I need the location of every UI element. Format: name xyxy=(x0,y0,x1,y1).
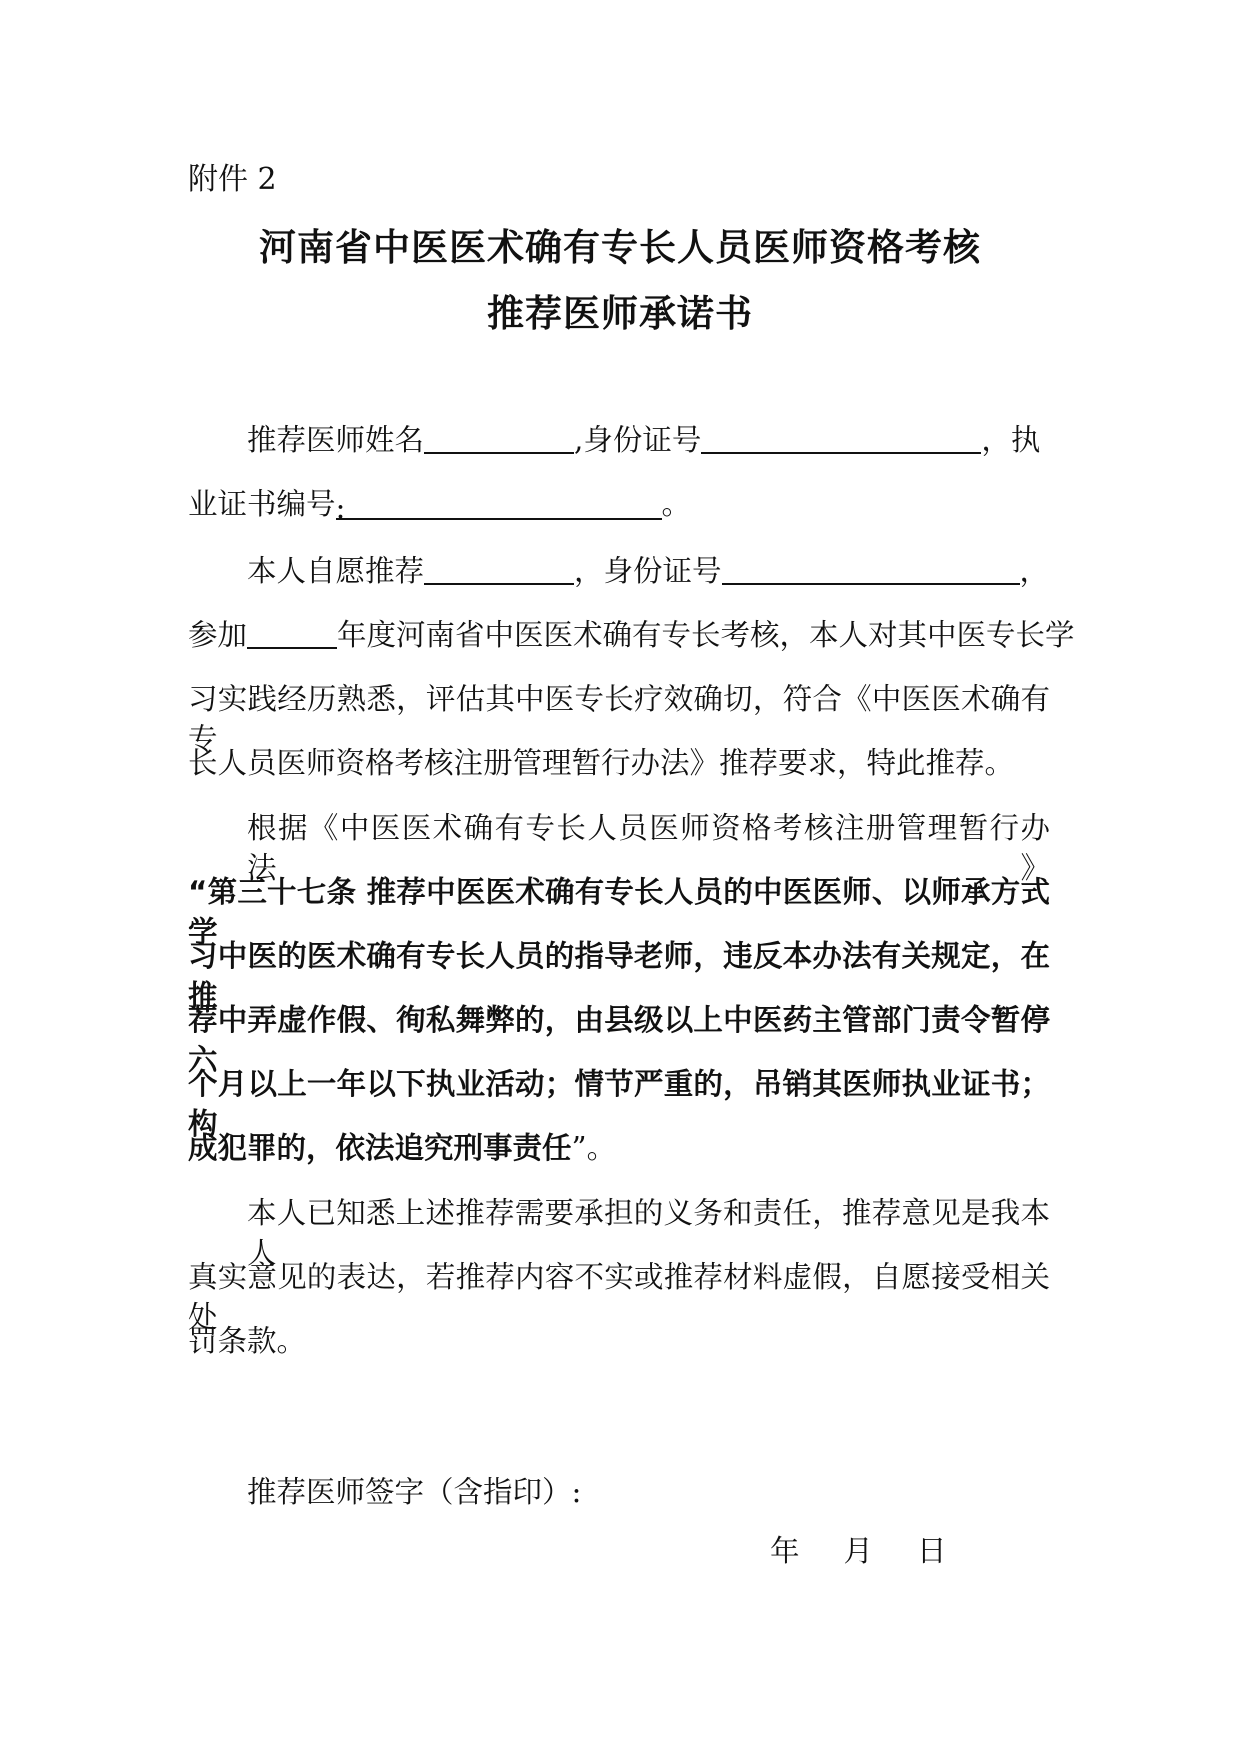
document-title-line1: 河南省中医医术确有专长人员医师资格考核 xyxy=(259,226,981,269)
date-day-label: 日 xyxy=(917,1534,947,1568)
text-fragment: 参加 xyxy=(188,618,248,652)
colon: : xyxy=(335,491,346,525)
paragraph-2-line-2 xyxy=(188,615,1075,655)
text-fragment: 真实意见的表达，若推荐内容不实或推荐材料虚假， xyxy=(188,1260,872,1294)
text-fragment: ，执 xyxy=(981,423,1041,457)
year-field[interactable] xyxy=(247,617,337,649)
paragraph-2-line-4: 长人员医师资格考核注册管理暂行办法》推荐要求，特此推荐。 xyxy=(188,746,1015,780)
id-number-label: ,身份证号 xyxy=(574,423,702,457)
text-fragment: 。 xyxy=(661,487,692,521)
paragraph-3-line-4: 荐中弄虚作假、徇私舞弊的，由县级以上中医药主管部门责令暂停六 xyxy=(188,1003,1050,1077)
date-line xyxy=(770,1531,947,1571)
signature-label: 推荐医师签字（含指印）: xyxy=(247,1475,582,1509)
paragraph-3-line-3: 习中医的医术确有专长人员的指导老师，违反本办法有关规定，在推 xyxy=(188,939,1050,1013)
paragraph-1-line-1 xyxy=(188,420,1050,460)
paragraph-3-line-6 xyxy=(188,1128,1050,1168)
text-fragment: 接受相关处 xyxy=(188,1260,1050,1334)
date-month-label: 月 xyxy=(843,1534,874,1568)
paragraph-3-line-1: 根据《中医医术确有专长人员医师资格考核注册管理暂行办法》 xyxy=(247,811,1050,885)
text-fragment-bold: 成犯罪的，依法追究刑事责任 xyxy=(188,1131,572,1165)
paragraph-3-line-2: “第三十七条 推荐中医医术确有专长人员的中医医师、以师承方式学 xyxy=(188,875,1050,949)
paragraph-2-line-1 xyxy=(188,551,1050,591)
recommended-id-field[interactable] xyxy=(722,553,1020,585)
date-year-label: 年 xyxy=(770,1534,800,1568)
text-fragment: ， xyxy=(1019,554,1050,588)
recommended-name-field[interactable] xyxy=(424,553,574,585)
text-fragment: 年度河南省中医医术确有专长考核，本人对其中医专长学 xyxy=(337,618,1075,652)
text-fragment: ”。 xyxy=(571,1131,617,1165)
license-number-label: 业证书编号 xyxy=(188,487,336,521)
paragraph-2-line-3: 习实践经历熟悉，评估其中医专长疗效确切，符合《中医医术确有专 xyxy=(188,682,1050,756)
paragraph-1-line-2 xyxy=(188,484,1050,524)
physician-name-field[interactable] xyxy=(424,422,574,454)
physician-name-label: 推荐医师姓名 xyxy=(247,423,425,457)
license-number-field[interactable] xyxy=(335,488,662,525)
paragraph-4-line-3: 罚条款。 xyxy=(188,1324,307,1358)
document-title-line2: 推荐医师承诺书 xyxy=(487,292,753,335)
id-number-label-2: ，身份证号 xyxy=(574,554,722,588)
recommend-label: 本人自愿推荐 xyxy=(247,554,425,588)
text-fragment-emphasis: 自愿 xyxy=(871,1260,932,1294)
physician-id-field[interactable] xyxy=(701,422,981,454)
paragraph-4-line-1: 本人已知悉上述推荐需要承担的义务和责任，推荐意见是我本人 xyxy=(247,1196,1050,1270)
attachment-label: 附件 2 xyxy=(188,162,277,197)
paragraph-3-line-5: 个月以上一年以下执业活动；情节严重的，吊销其医师执业证书；构 xyxy=(188,1067,1050,1141)
